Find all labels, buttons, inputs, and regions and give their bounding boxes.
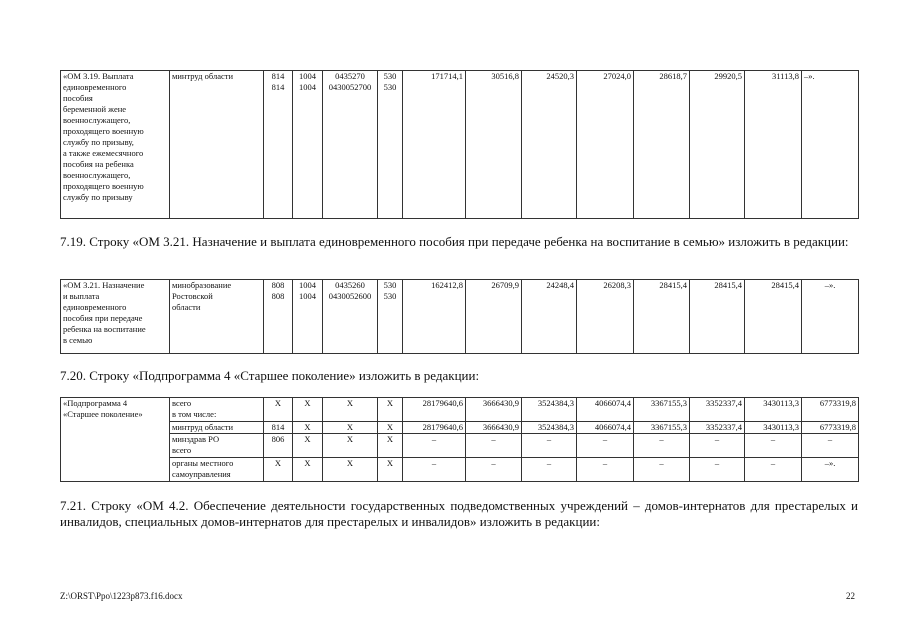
value-cell: – <box>522 434 577 458</box>
table-om-3-21 <box>60 279 859 354</box>
program-name-cell: «ОМ 3.19. Выплата единовременного пособия беременной жене военнослужащего, проходящего военную службу по призыву, а также ежемесячного пособия на ребенка военнослужащего, проходящего военную службу по призыву <box>61 71 170 219</box>
table-row <box>61 422 859 434</box>
org-cell: минздрав РО всего <box>170 434 264 458</box>
code-rzpr-cell: 1004 1004 <box>293 71 323 219</box>
value-cell: 28415,4 <box>745 280 802 354</box>
value-cell: – <box>577 458 634 482</box>
table-row <box>61 71 859 219</box>
value-cell: – <box>403 458 466 482</box>
code-cell: Х <box>323 458 378 482</box>
code-cell: Х <box>323 398 378 422</box>
table-om-3-19 <box>60 70 859 219</box>
table-row <box>61 434 859 458</box>
code-cell: 806 <box>264 434 293 458</box>
program-name-cell: «Подпрограмма 4 «Старшее поколение» <box>61 398 170 482</box>
value-cell: 6773319,8 <box>802 422 859 434</box>
code-grbs-cell: 808 808 <box>264 280 293 354</box>
value-cell: 28415,4 <box>634 280 690 354</box>
org-cell: органы местного самоуправления <box>170 458 264 482</box>
value-cell: – <box>745 434 802 458</box>
org-cell: минтруд области <box>170 71 264 219</box>
code-cell: Х <box>323 434 378 458</box>
value-cell: – <box>802 434 859 458</box>
value-cell: 28179640,6 <box>403 398 466 422</box>
tail-cell: –». <box>802 280 859 354</box>
value-cell: 4066074,4 <box>577 422 634 434</box>
value-cell: 3430113,3 <box>745 422 802 434</box>
value-cell: 162412,8 <box>403 280 466 354</box>
value-cell: 31113,8 <box>745 71 802 219</box>
value-cell: 3430113,3 <box>745 398 802 422</box>
table-row <box>61 398 859 422</box>
value-cell: – <box>634 434 690 458</box>
paragraph-7-19: 7.19. Строку «ОМ 3.21. Назначение и выплата единовременного пособия при передаче ребенка на воспитание в семью» изложить в редакции: <box>60 234 849 249</box>
code-cell: Х <box>293 398 323 422</box>
code-cell: Х <box>293 458 323 482</box>
table-row <box>61 280 859 354</box>
value-cell: 3352337,4 <box>690 422 745 434</box>
value-cell: 24248,4 <box>522 280 577 354</box>
value-cell: 3367155,3 <box>634 398 690 422</box>
page-number: 22 <box>846 591 855 601</box>
paragraph-7-20: 7.20. Строку «Подпрограмма 4 «Старшее поколение» изложить в редакции: <box>60 368 480 383</box>
code-cell: Х <box>264 458 293 482</box>
org-cell: минтруд области <box>170 422 264 434</box>
value-cell: 3367155,3 <box>634 422 690 434</box>
value-cell: – <box>690 434 745 458</box>
value-cell: 171714,1 <box>403 71 466 219</box>
org-cell: минобразование Ростовской области <box>170 280 264 354</box>
code-cell: Х <box>378 434 403 458</box>
value-cell: 3524384,3 <box>522 398 577 422</box>
table-subprogram-4 <box>60 397 859 482</box>
value-cell: 28415,4 <box>690 280 745 354</box>
value-cell: 29920,5 <box>690 71 745 219</box>
value-cell: 28618,7 <box>634 71 690 219</box>
tail-cell: –». <box>802 71 859 219</box>
value-cell: – <box>466 434 522 458</box>
value-cell: – <box>690 458 745 482</box>
code-csr-cell: 0435260 0430052600 <box>323 280 378 354</box>
value-cell: 3666430,9 <box>466 422 522 434</box>
value-cell: 28179640,6 <box>403 422 466 434</box>
value-cell: 3666430,9 <box>466 398 522 422</box>
value-cell: – <box>745 458 802 482</box>
code-cell: 814 <box>264 422 293 434</box>
value-cell: – <box>577 434 634 458</box>
value-cell: – <box>403 434 466 458</box>
code-cell: Х <box>323 422 378 434</box>
code-grbs-cell: 814 814 <box>264 71 293 219</box>
program-name-cell: «ОМ 3.21. Назначение и выплата единовременного пособия при передаче ребенка на воспитание в семью <box>61 280 170 354</box>
code-vr-cell: 530 530 <box>378 71 403 219</box>
paragraph-7-21: 7.21. Строку «ОМ 4.2. Обеспечение деятельности государственных подведомственных учреждений – домов-интернатов для престарелых и инвалидов, специальных домов-интернатов для престарелых и инвалидов» изложить в редакции: <box>60 498 858 529</box>
value-cell: 4066074,4 <box>577 398 634 422</box>
value-cell: 30516,8 <box>466 71 522 219</box>
code-csr-cell: 0435270 0430052700 <box>323 71 378 219</box>
value-cell: 26709,9 <box>466 280 522 354</box>
code-rzpr-cell: 1004 1004 <box>293 280 323 354</box>
code-cell: Х <box>378 398 403 422</box>
value-cell: – <box>466 458 522 482</box>
value-cell: 24520,3 <box>522 71 577 219</box>
code-cell: Х <box>264 398 293 422</box>
code-cell: Х <box>378 422 403 434</box>
value-cell: – <box>634 458 690 482</box>
value-cell: – <box>522 458 577 482</box>
value-cell: 6773319,8 <box>802 398 859 422</box>
code-cell: Х <box>293 434 323 458</box>
org-cell: всего в том числе: <box>170 398 264 422</box>
value-cell: –». <box>802 458 859 482</box>
value-cell: 27024,0 <box>577 71 634 219</box>
value-cell: 3352337,4 <box>690 398 745 422</box>
value-cell: 3524384,3 <box>522 422 577 434</box>
code-vr-cell: 530 530 <box>378 280 403 354</box>
table-row <box>61 458 859 482</box>
value-cell: 26208,3 <box>577 280 634 354</box>
code-cell: Х <box>378 458 403 482</box>
footer-file-path: Z:\ORST\Ppo\1223p873.f16.docx <box>60 591 183 601</box>
code-cell: Х <box>293 422 323 434</box>
